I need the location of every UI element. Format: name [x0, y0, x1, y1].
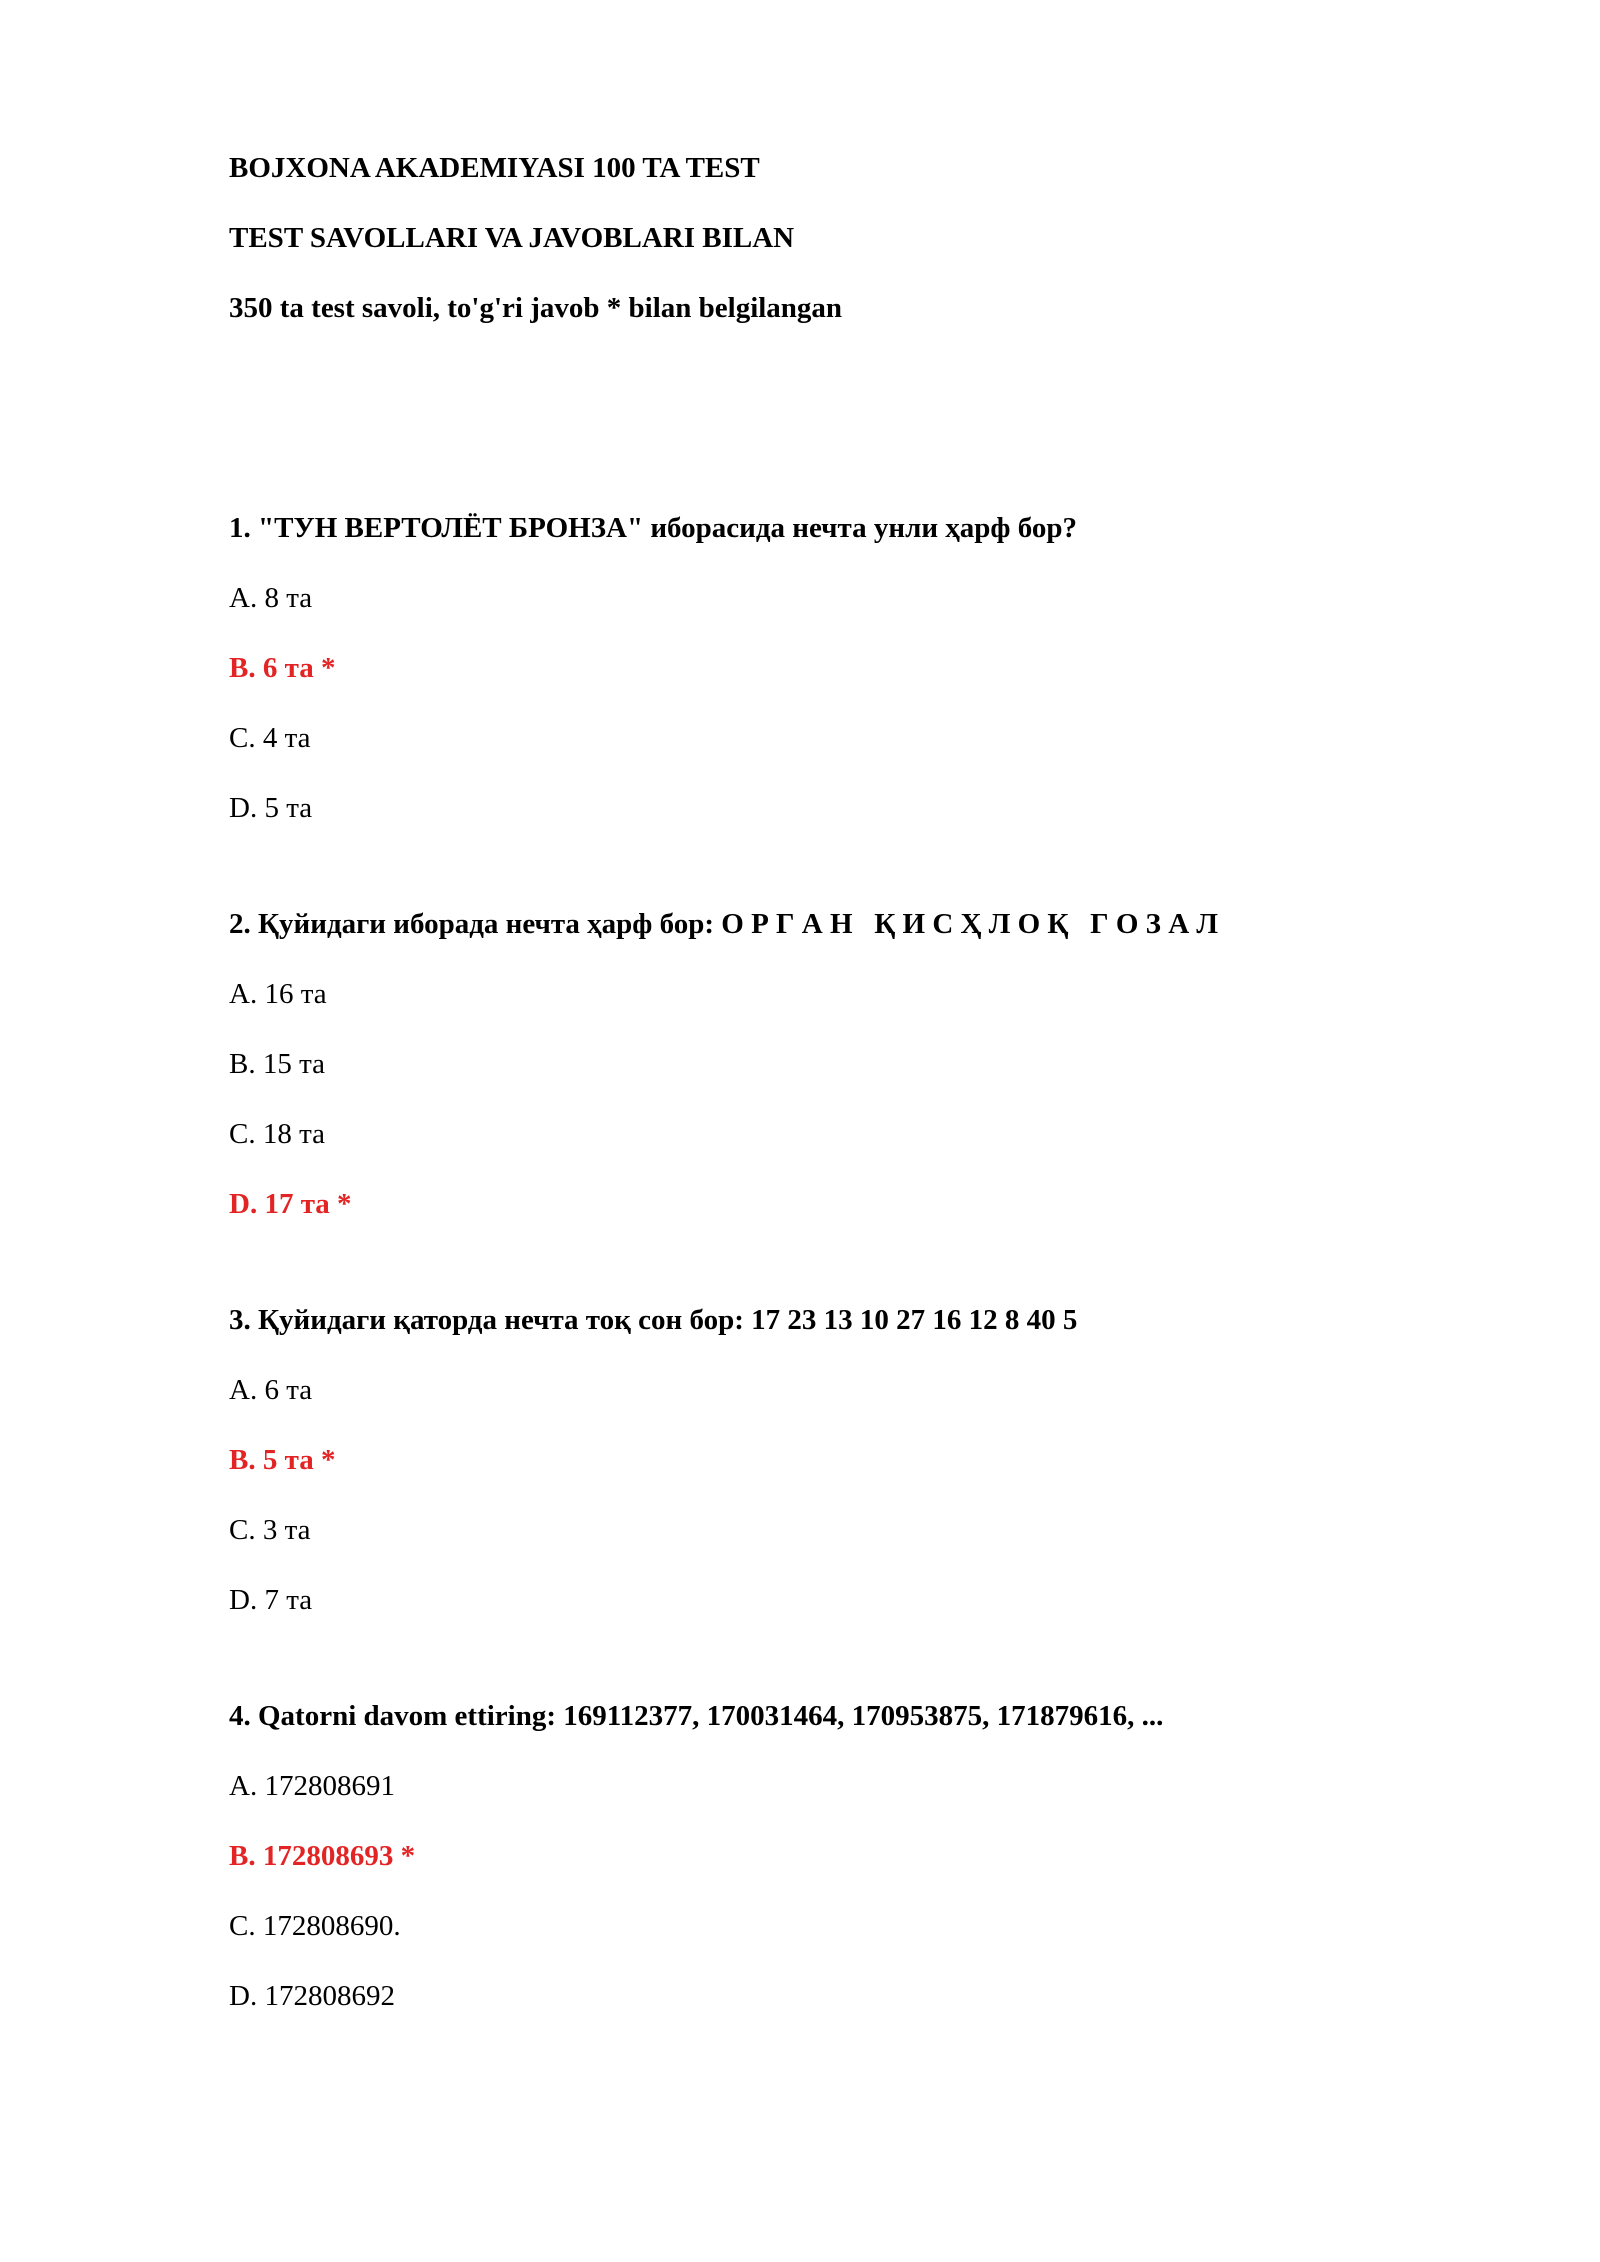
- question-list: [229, 510, 1429, 2014]
- document-subtitle: TEST SAVOLLARI VA JAVOBLARI BILAN: [229, 222, 795, 254]
- question-text: 3. Қуйидаги қаторда нечта тоқ сон бор: 17 23 13 10 27 16 12 8 40 5: [229, 1304, 1078, 1336]
- question-4: [229, 1698, 1429, 2014]
- correct-answer-option: B. 172808693 *: [229, 1840, 416, 1872]
- answer-option: A. 8 та: [229, 582, 313, 614]
- answer-option: D. 172808692: [229, 1980, 395, 2012]
- document-description: 350 ta test savoli, to'g'ri javob * bilan belgilangan: [229, 292, 843, 324]
- answer-option: A. 6 та: [229, 1374, 313, 1406]
- correct-answer-option: D. 17 та *: [229, 1188, 352, 1220]
- question-gap: [229, 866, 1429, 906]
- question-gap: [229, 1262, 1429, 1302]
- document-page: [229, 150, 1429, 2054]
- answer-option: A. 172808691: [229, 1770, 395, 1802]
- question-text: 1. "ТУН ВЕРТОЛЁТ БРОНЗА" иборасида нечта унли ҳарф бор?: [229, 512, 1077, 544]
- answer-option: D. 7 та: [229, 1584, 313, 1616]
- answer-option: C. 3 та: [229, 1514, 311, 1546]
- answer-option: C. 4 та: [229, 722, 311, 754]
- question-text: 2. Қуйидаги иборада нечта ҳарф бор: О Р Г А Н Қ И С Ҳ Л О Қ Г О З А Л: [229, 908, 1219, 940]
- question-1: [229, 510, 1429, 826]
- question-gap: [229, 1658, 1429, 1698]
- correct-answer-option: B. 5 та *: [229, 1444, 336, 1476]
- answer-option: B. 15 та: [229, 1048, 325, 1080]
- document-title: BOJXONA AKADEMIYASI 100 TA TEST: [229, 152, 760, 184]
- answer-option: D. 5 та: [229, 792, 313, 824]
- correct-answer-option: B. 6 та *: [229, 652, 336, 684]
- answer-option: C. 18 та: [229, 1118, 325, 1150]
- question-3: [229, 1302, 1429, 1618]
- question-2: [229, 906, 1429, 1222]
- question-text: 4. Qatorni davom ettiring: 169112377, 170031464, 170953875, 171879616, ...: [229, 1700, 1164, 1732]
- answer-option: C. 172808690.: [229, 1910, 401, 1942]
- answer-option: A. 16 та: [229, 978, 327, 1010]
- header-spacer: [229, 360, 1429, 510]
